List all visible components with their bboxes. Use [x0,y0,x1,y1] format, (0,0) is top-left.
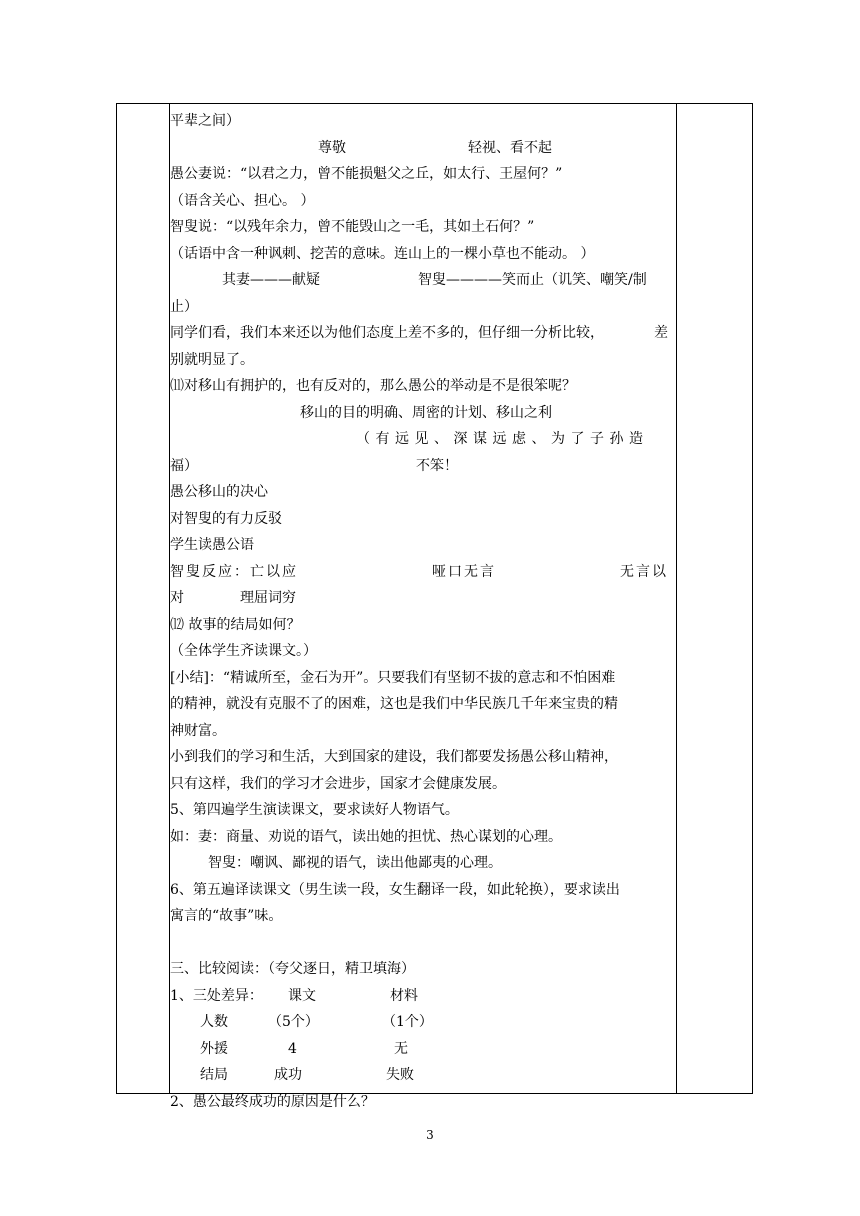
text: 尊敬 [318,139,346,156]
text: 智叟说：“以残年余力，曾不能毁山之一毛，其如土石何？” [170,219,535,235]
text-line [170,400,675,427]
text-line [170,161,675,188]
text: 学生读愚公语 [170,537,254,553]
text-line [170,771,675,798]
text-line [170,241,675,268]
text: 差 [654,325,668,341]
text: 愚公移山的决心 [170,484,268,500]
text-line [170,797,675,824]
text-line [170,135,675,162]
text-line [170,426,675,453]
text-line [170,479,675,506]
page-number: 3 [426,1128,434,1142]
text: 失败 [386,1067,414,1083]
text: 智叟反应：亡以应 [170,563,298,580]
text-line [170,877,675,904]
text-line [170,850,675,877]
text: （话语中含一种讽刺、挖苦的意味。连山上的一棵小草也不能动。 ） [170,245,595,262]
text: 愚公妻说：“以君之力，曾不能损魁父之丘，如太行、王屋何？” [170,166,563,182]
text: 外援 [200,1040,228,1057]
text-line [170,267,675,294]
text: ⑿ 故事的结局如何？ [170,616,301,633]
text: 的精神，就没有克服不了的困难，这也是我们中华民族几千年来宝贵的精 [170,696,618,712]
text-line [170,956,675,983]
blank-line [170,930,675,957]
text-line [170,559,675,586]
text: 智叟————笑而止（讥笑、嘲笑/制 [418,272,647,288]
text-line [170,903,675,930]
text-line [170,638,675,665]
text-line [170,188,675,215]
text: 别就明显了。 [170,351,254,368]
lesson-content [170,108,675,1115]
text-line [170,453,675,480]
column-divider-2 [676,104,677,1093]
text: 对智叟的有力反驳 [170,510,282,527]
text: 2、愚公最终成功的原因是什么？ [170,1093,375,1110]
text: 结局 [200,1067,228,1083]
text: 哑口无言 [432,563,496,580]
text: 平辈之间） [170,113,240,129]
text-line [170,108,675,135]
text: 三、比较阅读：（夸父逐日，精卫填海） [170,961,415,977]
text-line [170,824,675,851]
text: （5个） [268,1014,319,1030]
text: 移山的目的明确、周密的计划、移山之利 [300,404,552,421]
text: 无言以 [620,563,668,580]
text: 材料 [390,987,418,1004]
text-line [170,373,675,400]
text-line [170,585,675,612]
text: 神财富。 [170,722,226,739]
text: 人数 [200,1014,228,1030]
text: 6、第五遍译读课文（男生读一段，女生翻译一段，如此轮换），要求读出 [170,881,620,898]
text: ⑾对移山有拥护的，也有反对的，那么愚公的举动是不是很笨呢？ [170,378,576,394]
text: 5、第四遍学生演读课文，要求读好人物语气。 [170,802,459,818]
text: 成功 [274,1067,302,1083]
text-line [170,744,675,771]
text-line [170,1009,675,1036]
text: （1个） [382,1014,433,1030]
text: （全体学生齐读课文。） [170,643,317,659]
text: 对 [170,590,184,606]
text: 智叟：嘲讽、鄙视的语气，读出他鄙夷的心理。 [208,855,502,871]
text: 止） [170,298,198,315]
text: 课文 [288,987,316,1004]
text-line [170,612,675,639]
text-line [170,691,675,718]
text: 不笨！ [416,457,458,474]
text-line [170,983,675,1010]
text: 其妻———献疑 [222,272,320,288]
text-line [170,506,675,533]
text-line [170,1036,675,1063]
text: 同学们看，我们本来还以为他们态度上差不多的，但仔细一分析比较， [170,325,604,341]
text: 理屈词穷 [240,590,296,606]
text: （有远见、深谋远虑、为了子孙造 [356,431,649,447]
text: 如：妻：商量、劝说的语气，读出她的担忧、热心谋划的心理。 [170,828,562,845]
text: （语含关心、担心。 ） [170,192,315,209]
text: [小结]：“精诚所至，金石为开”。只要我们有坚韧不拔的意志和不怕困难 [170,669,616,686]
text-line [170,214,675,241]
text: 寓言的“故事”味。 [170,908,283,924]
text-line [170,1062,675,1089]
text-line [170,320,675,347]
text-line [170,718,675,745]
text: 1、三处差异： [170,987,263,1004]
text: 小到我们的学习和生活，大到国家的建设，我们都要发扬愚公移山精神， [170,749,618,765]
text-line [170,294,675,321]
text: 无 [394,1040,408,1057]
text-line [170,347,675,374]
text-line [170,532,675,559]
text: 福） [170,457,198,474]
text-line [170,665,675,692]
text: 轻视、看不起 [468,139,552,156]
text-line [170,1089,675,1116]
text: 只有这样，我们的学习才会进步，国家才会健康发展。 [170,775,506,792]
text: 4 [288,1040,297,1057]
